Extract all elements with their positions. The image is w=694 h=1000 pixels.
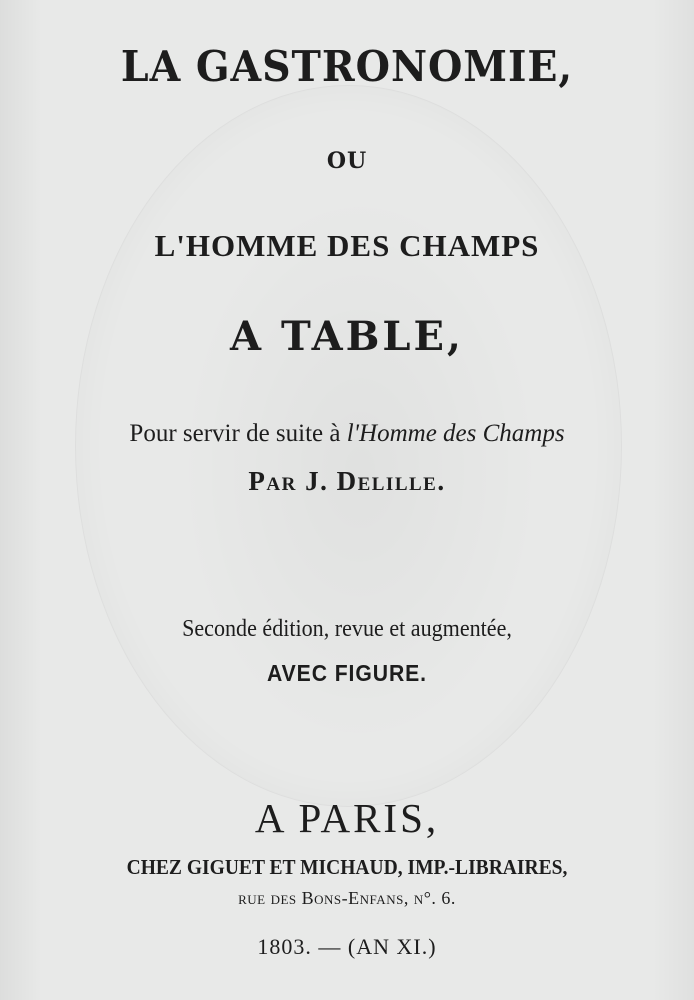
author-line: Par J. Delille. xyxy=(248,466,446,496)
book-title: LA GASTRONOMIE, xyxy=(120,42,574,91)
imprint-address: rue des Bons-Enfans, n°. 6. xyxy=(238,888,456,908)
book-subtitle: L'HOMME DES CHAMPS xyxy=(154,228,540,263)
imprint-publisher: CHEZ GIGUET ET MICHAUD, IMP.-LIBRAIRES, xyxy=(126,855,568,879)
book-subtitle-second-line: A TABLE, xyxy=(230,313,464,360)
description-line xyxy=(0,420,694,448)
imprint-date: 1803. — (AN XI.) xyxy=(257,934,437,959)
figure-line: AVEC FIGURE. xyxy=(267,660,427,686)
title-conjunction: OU xyxy=(326,148,368,174)
description-italic-title: l'Homme des Champs xyxy=(346,420,565,447)
description-prefix: Pour servir de suite à xyxy=(129,420,347,447)
edition-line: Seconde édition, revue et augmentée, xyxy=(182,616,512,642)
imprint-city: A PARIS, xyxy=(254,795,440,841)
